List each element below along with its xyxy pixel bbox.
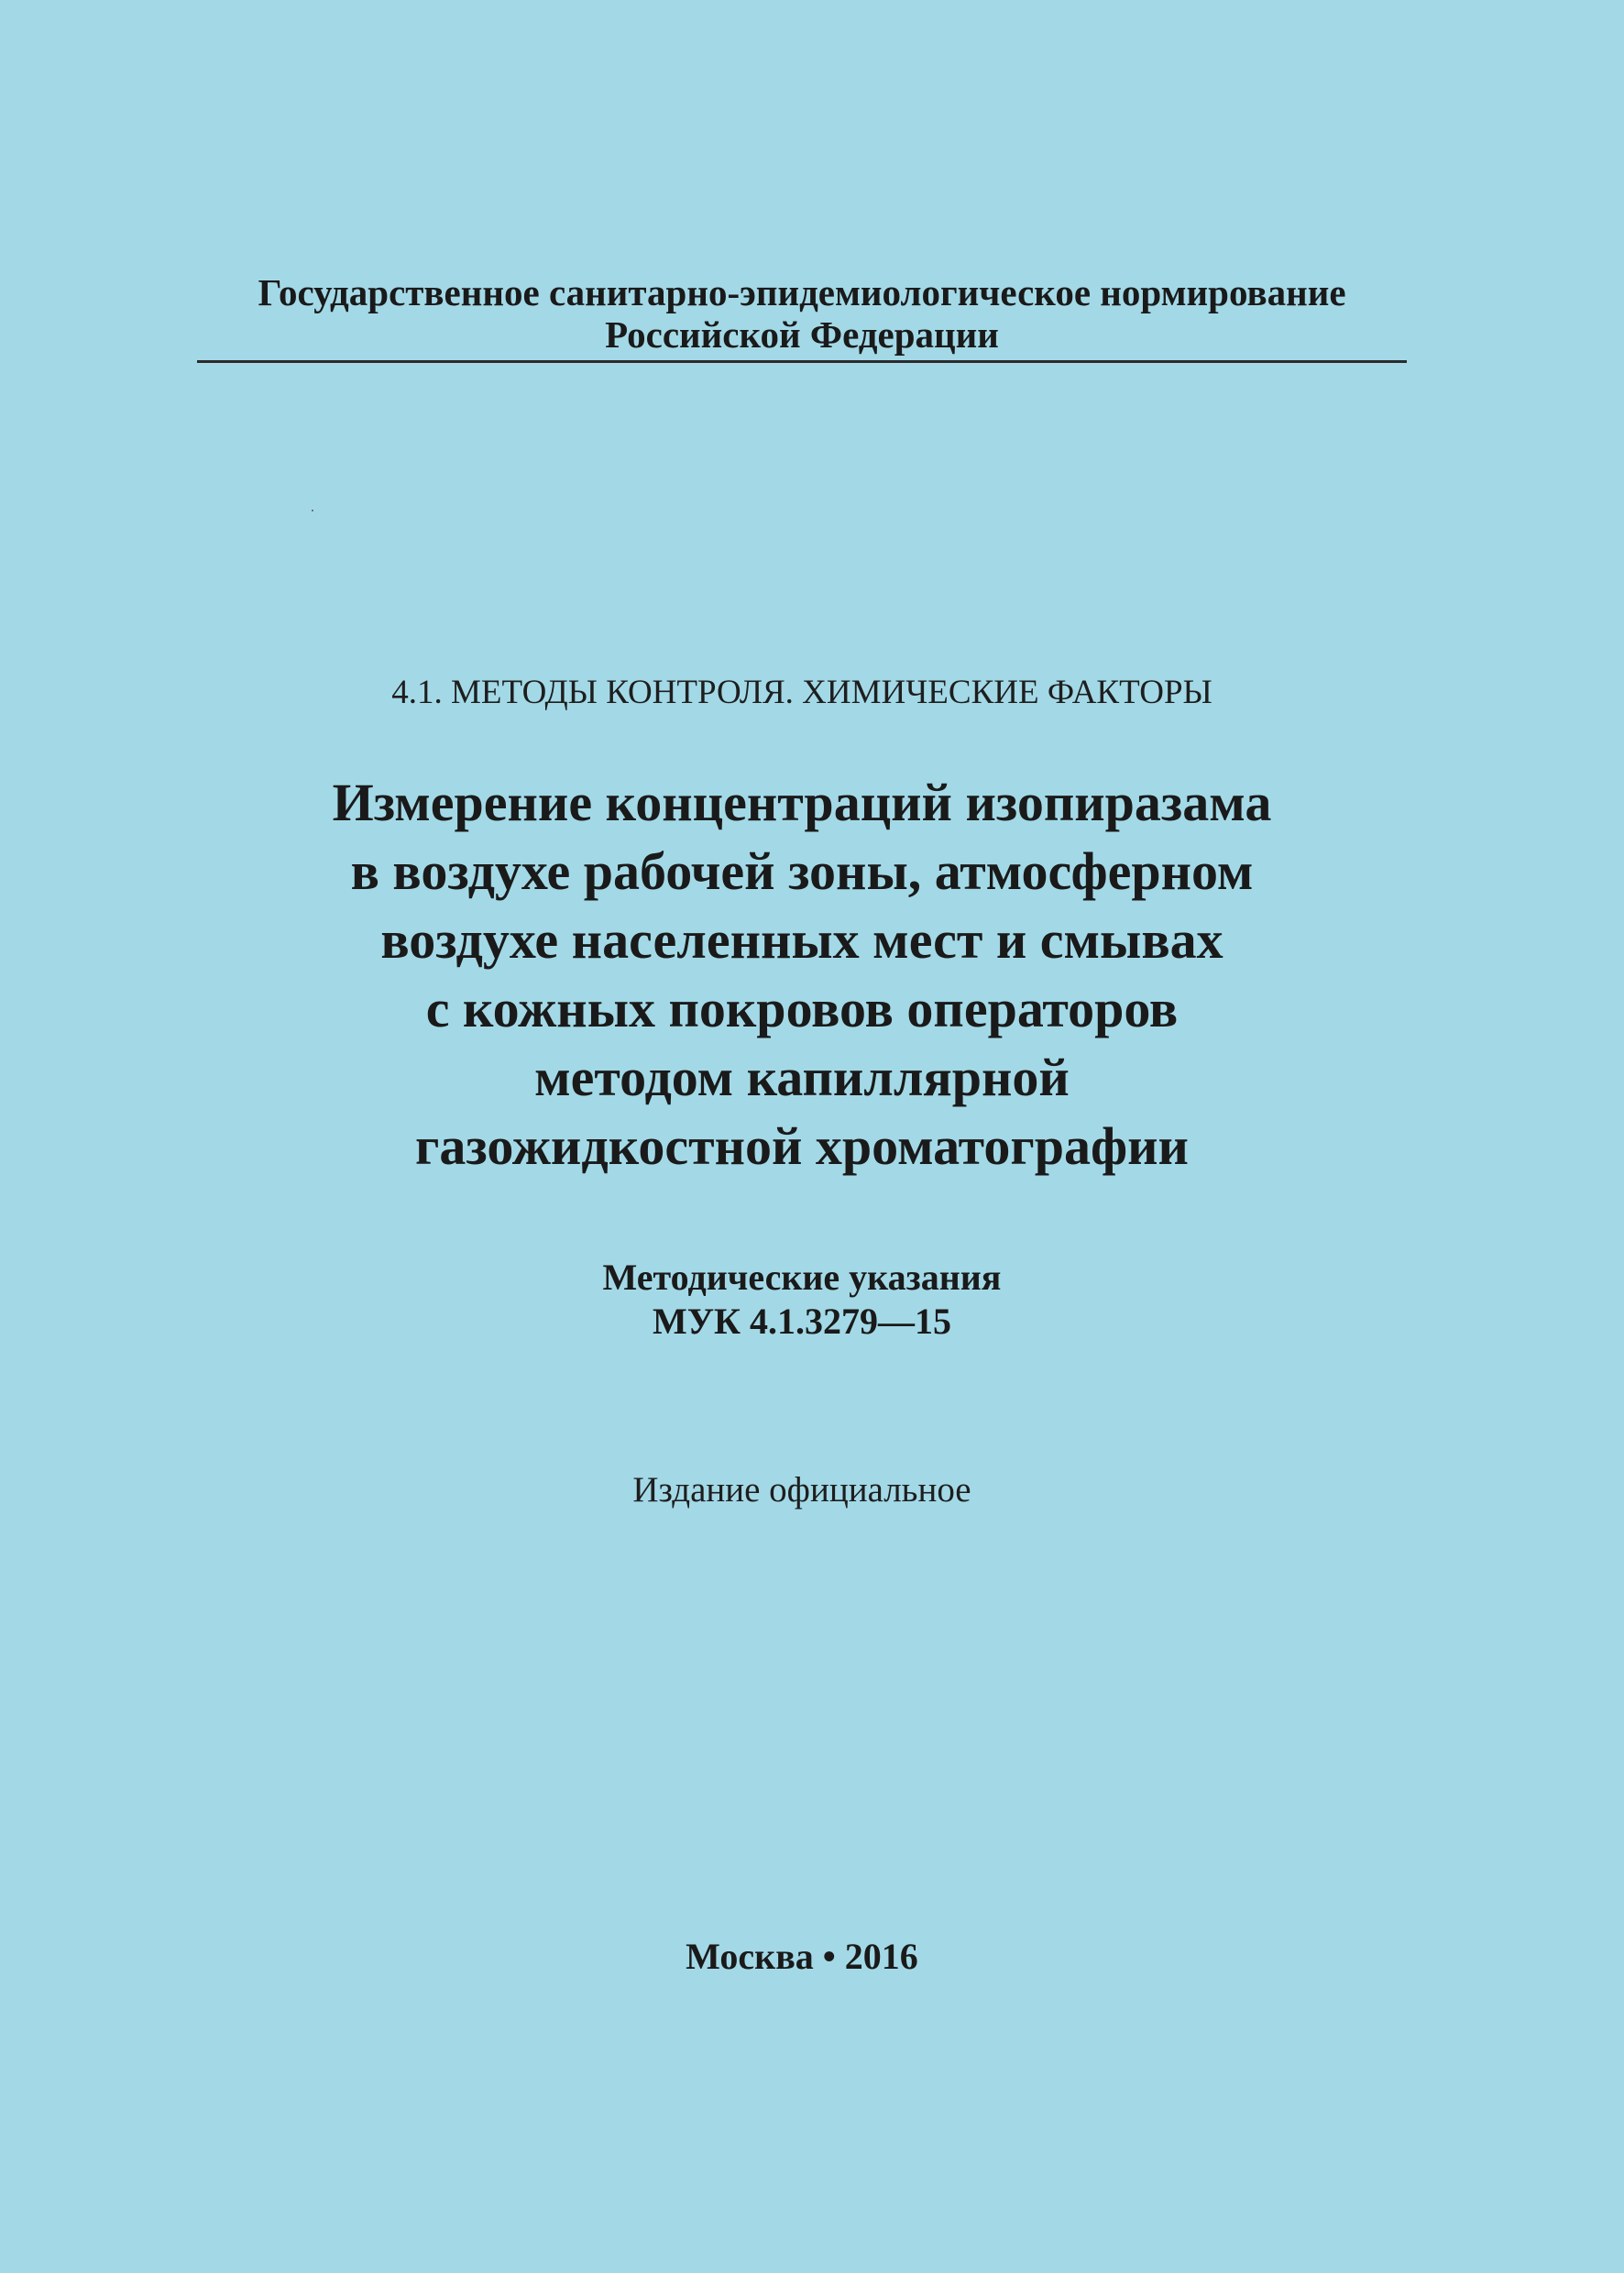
- scan-speck: [312, 510, 313, 511]
- header-divider: [197, 360, 1407, 363]
- title-line-1: Измерение концентраций изопиразама: [332, 773, 1272, 832]
- imprint-city-year: Москва • 2016: [686, 1936, 918, 1977]
- title-line-4: с кожных покровов операторов: [425, 979, 1179, 1038]
- publisher-header: [197, 271, 1407, 356]
- document-code: МУК 4.1.3279—15: [652, 1301, 952, 1342]
- title-line-2: в воздухе рабочей зоны, атмосферном: [350, 841, 1254, 901]
- document-type: Методические указания: [602, 1257, 1002, 1298]
- header-line-1: Государственное санитарно-эпидемиологическое нормирование: [258, 271, 1346, 313]
- title-line-6: газожидкостной хроматографии: [415, 1116, 1189, 1176]
- title-line-3: воздухе населенных мест и смывах: [380, 910, 1223, 970]
- title-line-5: методом капиллярной: [534, 1048, 1070, 1107]
- document-type-block: [197, 1256, 1407, 1344]
- series-heading: 4.1. МЕТОДЫ КОНТРОЛЯ. ХИМИЧЕСКИЕ ФАКТОРЫ: [391, 674, 1213, 711]
- document-title: [197, 768, 1407, 1180]
- header-line-2: Российской Федерации: [605, 313, 999, 356]
- edition-note: Издание официальное: [632, 1470, 971, 1510]
